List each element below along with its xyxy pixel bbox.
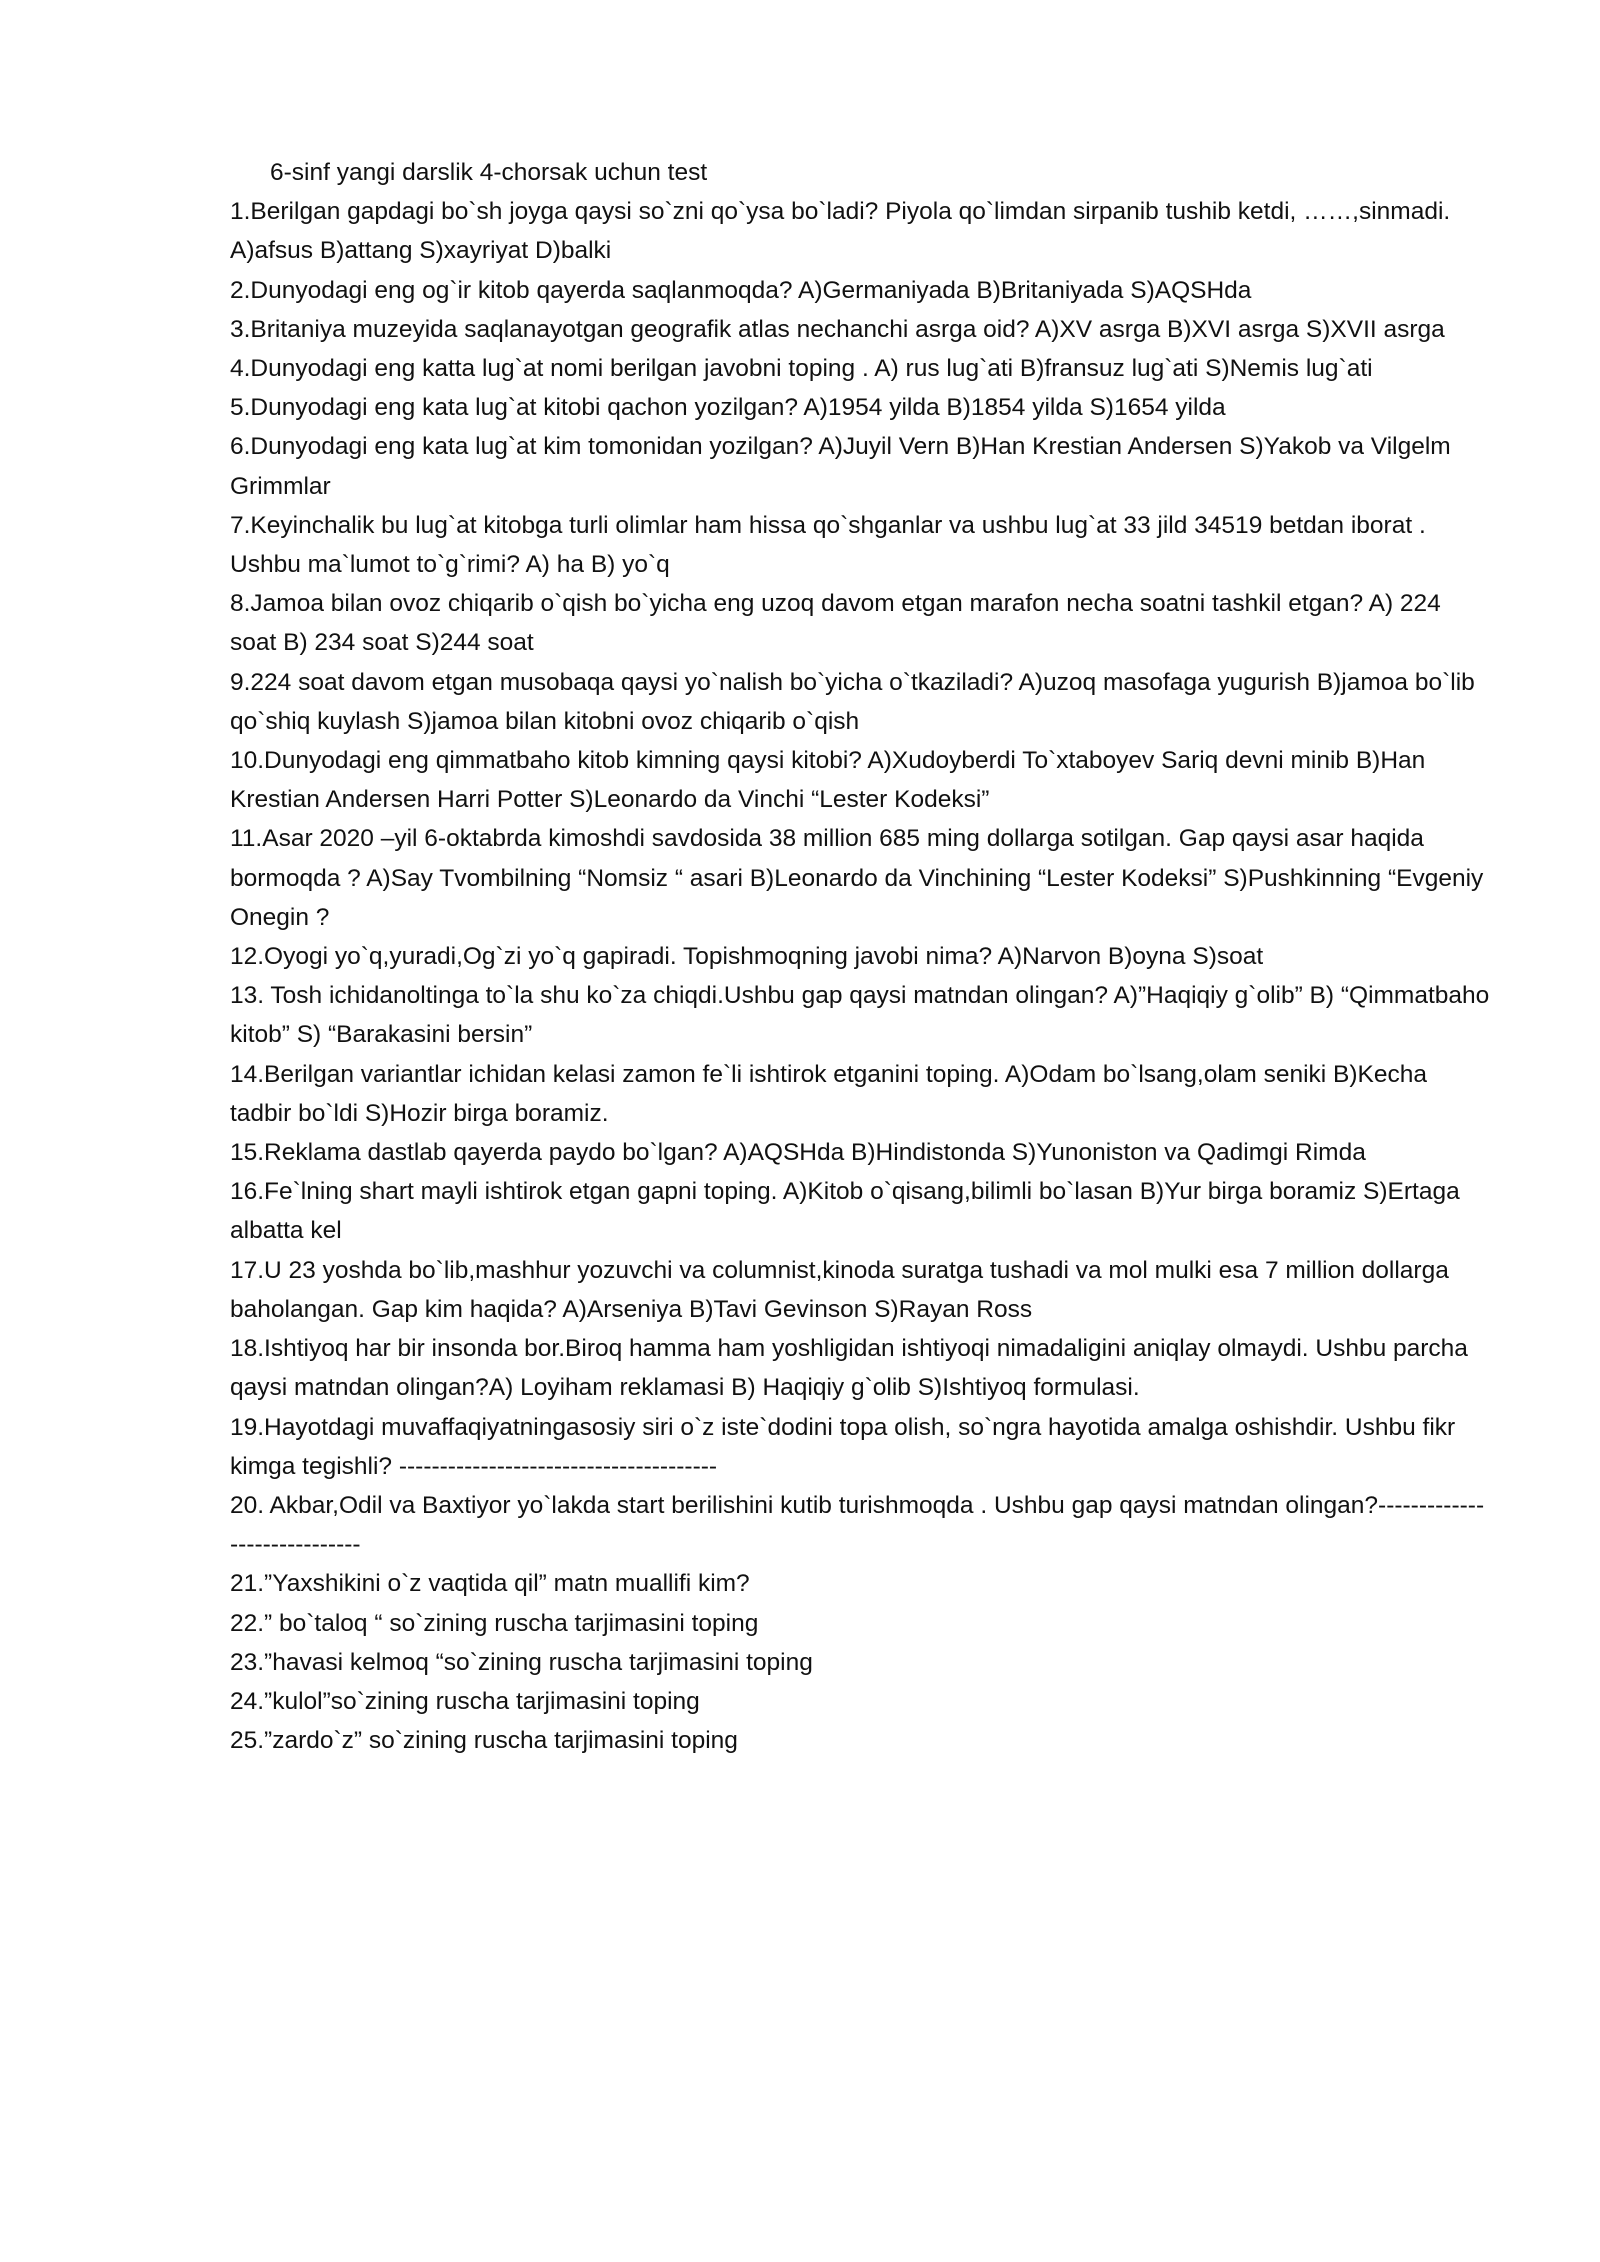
question-18: 18.Ishtiyoq har bir insonda bor.Biroq hamma ham yoshligidan ishtiyoqi nimadaligini aniqlay olmaydi. Ushbu parcha qaysi matndan olingan?A) Loyiham reklamasi B) Haqiqiy g`olib S)Ishtiyoq formulasi. — [230, 1335, 1468, 1402]
question-19: 19.Hayotdagi muvaffaqiyatningasosiy siri o`z iste`dodini topa olish, so`ngra hayotida amalga oshishdir. Ushbu fikr kimga tegishli? --------------------------------------- — [230, 1413, 1456, 1480]
question-4: 4.Dunyodagi eng katta lug`at nomi berilgan javobni toping . A) rus lug`ati B)fransuz lug`ati S)Nemis lug`ati — [230, 355, 1373, 383]
test-title: 6-sinf yangi darslik 4-chorsak uchun test — [270, 159, 708, 186]
question-16: 16.Fe`lning shart mayli ishtirok etgan gapni toping. A)Kitob o`qisang,bilimli bo`lasan B)Yur birga boramiz S)Ertaga albatta kel — [230, 1178, 1460, 1245]
question-11: 11.Asar 2020 –yil 6-oktabrda kimoshdi savdosida 38 million 685 ming dollarga sotilgan. Gap qaysi asar haqida bormoqda ? A)Say Tvombilning “Nomsiz “ asari B)Leonardo da Vinchining “Lester Kodeksi” S)Pushkinning “Evgeniy Onegin ? — [230, 825, 1484, 931]
question-12: 12.Oyogi yo`q,yuradi,Og`zi yo`q gapiradi. Topishmoqning javobi nima? A)Narvon B)oyna S)soat — [230, 943, 1264, 971]
question-20: 20. Akbar,Odil va Baxtiyor yo`lakda start berilishini kutib turishmoqda . Ushbu gap qaysi matndan olingan?----------------------------- — [230, 1491, 1485, 1559]
question-8: 8.Jamoa bilan ovoz chiqarib o`qish bo`yicha eng uzoq davom etgan marafon necha soatni tashkil etgan? A) 224 soat B) 234 soat S)244 soat — [230, 590, 1441, 657]
question-7: 7.Keyinchalik bu lug`at kitobga turli olimlar ham hissa qo`shganlar va ushbu lug`at 33 jild 34519 betdan iborat . Ushbu ma`lumot to`g`rimi? A) ha B) yo`q — [230, 511, 1426, 579]
question-25: 25.”zardo`z” so`zining ruscha tarjimasini toping — [230, 1727, 738, 1755]
question-24: 24.”kulol”so`zining ruscha tarjimasini toping — [230, 1687, 700, 1715]
question-14: 14.Berilgan variantlar ichidan kelasi zamon fe`li ishtirok etganini toping. A)Odam bo`lsang,olam seniki B)Kecha tadbir bo`ldi S)Hozir birga boramiz. — [230, 1060, 1428, 1127]
question-6: 6.Dunyodagi eng kata lug`at kim tomonidan yozilgan? A)Juyil Vern B)Han Krestian Andersen S)Yakob va Vilgelm Grimmlar — [230, 433, 1451, 500]
question-23: 23.”havasi kelmoq “so`zining ruscha tarjimasini toping — [230, 1648, 813, 1676]
question-15: 15.Reklama dastlab qayerda paydo bo`lgan? A)AQSHda B)Hindistonda S)Yunoniston va Qadimgi Rimda — [230, 1139, 1366, 1167]
question-2: 2.Dunyodagi eng og`ir kitob qayerda saqlanmoqda? A)Germaniyada B)Britaniyada S)AQSHda — [230, 276, 1252, 304]
question-21: 21.”Yaxshikini o`z vaqtida qil” matn muallifi kim? — [230, 1570, 750, 1598]
question-10: 10.Dunyodagi eng qimmatbaho kitob kimning qaysi kitobi? A)Xudoyberdi To`xtaboyev Sariq devni minib B)Han Krestian Andersen Harri Potter S)Leonardo da Vinchi “Lester Kodeksi” — [230, 747, 1426, 814]
question-9: 9.224 soat davom etgan musobaqa qaysi yo`nalish bo`yicha o`tkaziladi? A)uzoq masofaga yugurish B)jamoa bo`lib qo`shiq kuylash S)jamoa bilan kitobni ovoz chiqarib o`qish — [230, 668, 1475, 735]
question-22: 22.” bo`taloq “ so`zining ruscha tarjimasini toping — [230, 1609, 759, 1637]
question-17: 17.U 23 yoshda bo`lib,mashhur yozuvchi va columnist,kinoda suratga tushadi va mol mulki esa 7 million dollarga baholangan. Gap kim haqida? A)Arseniya B)Tavi Gevinson S)Rayan Ross — [230, 1256, 1449, 1323]
test-content — [230, 153, 1490, 1760]
question-13: 13. Tosh ichidanoltinga to`la shu ko`za chiqdi.Ushbu gap qaysi matndan olingan? A)”Haqiqiy g`olib” B) “Qimmatbaho kitob” S) “Barakasini bersin” — [230, 982, 1490, 1049]
question-3: 3.Britaniya muzeyida saqlanayotgan geografik atlas nechanchi asrga oid? A)XV asrga B)XVI asrga S)XVII asrga — [230, 315, 1445, 343]
question-1: 1.Berilgan gapdagi bo`sh joyga qaysi so`zni qo`ysa bo`ladi? Piyola qo`limdan sirpanib tushib ketdi, ……,sinmadi. A)afsus B)attang S)xayriyat D)balki — [230, 198, 1451, 265]
question-5: 5.Dunyodagi eng kata lug`at kitobi qachon yozilgan? A)1954 yilda B)1854 yilda S)1654 yilda — [230, 394, 1226, 422]
